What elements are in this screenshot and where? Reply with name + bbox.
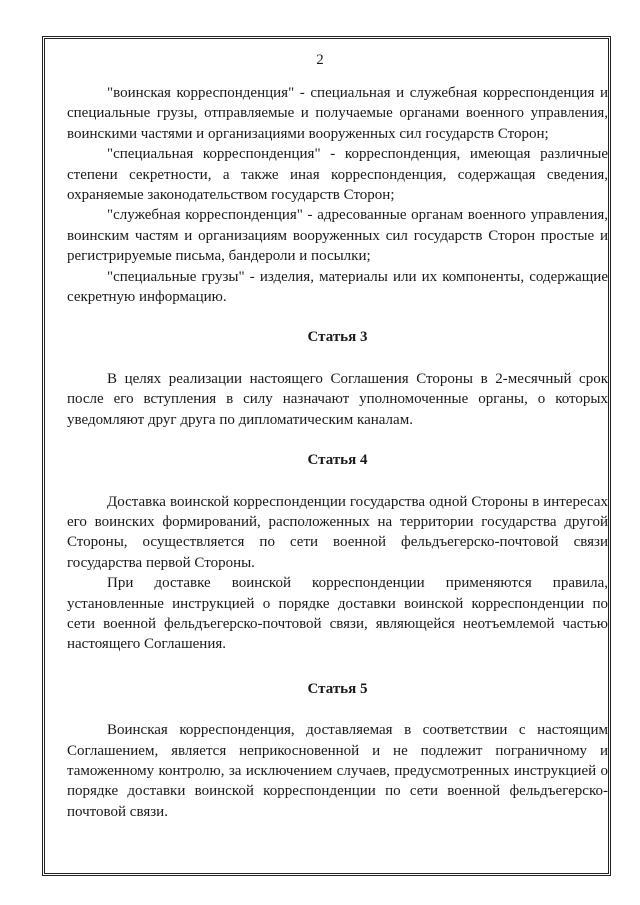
article-5-heading: Статья 5 [307, 680, 368, 697]
document-body [67, 83, 608, 822]
article-3-heading: Статья 3 [307, 329, 368, 346]
article-4-heading: Статья 4 [307, 452, 368, 469]
article-4-paragraph-2: При доставке воинской корреспонденции применяются правила, установленные инструкцией о порядке доставки воинской корреспонденции по сети военной фельдъегерско-почтовой связи, являющейся неотъемлемой частью настоящего Соглашения. [67, 575, 608, 653]
article-5-text: Воинская корреспонденция, доставляемая в соответствии с настоящим Соглашением, является неприкосновенной и не подлежит пограничному и таможенному контролю, за исключением случаев, предусмотренных инструкцией о порядке доставки воинской корреспонденции по сети военной фельдъегерско-почтовой связи. [67, 722, 608, 820]
article-3-text: В целях реализации настоящего Соглашения Стороны в 2-месячный срок после его вступления в силу назначают уполномоченные органы, о которых уведомляют друг друга по дипломатическим каналам. [67, 370, 608, 428]
definition-special-cargo: "специальные грузы" - изделия, материалы или их компоненты, содержащие секретную информацию. [67, 268, 608, 306]
page-number: 2 [316, 52, 324, 68]
definition-military-correspondence: "воинская корреспонденция" - специальная и служебная корреспонденция и специальные грузы, отправляемые и получаемые органами военного управления, воинскими частями и организациями вооруженных сил государств Сторон; [67, 85, 608, 142]
article-4-paragraph-1: Доставка воинской корреспонденции государства одной Стороны в интересах его воинских формирований, расположенных на территории государства другой Стороны, осуществляется по сети военной фельдъегерско-почтовой связи государства первой Стороны. [67, 493, 608, 571]
definition-official-correspondence: "служебная корреспонденция" - адресованные органам военного управления, воинским частям и организациям вооруженных сил государств Сторон простые и регистрируемые письма, бандероли и посылки; [67, 207, 608, 265]
definition-special-correspondence: "специальная корреспонденция" - корреспонденция, имеющая различные степени секретности, а также иная корреспонденция, содержащая сведения, охраняемые законодательством государств Сторон; [67, 146, 608, 204]
